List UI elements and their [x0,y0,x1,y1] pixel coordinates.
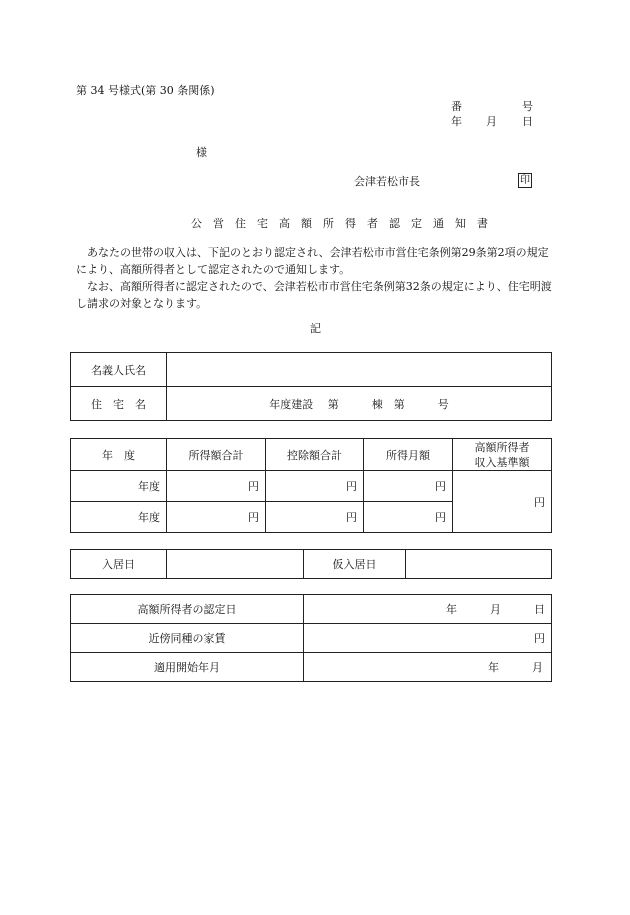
header-income-standard [453,439,552,471]
start-month-label: 適用開始年月 [71,653,304,682]
document-title: 公営住宅高額所得者認定通知書 [191,217,499,230]
date-month-label: 月 [486,115,497,128]
house-field[interactable]: 年度建設 第 棟 第 号 [167,387,552,421]
certification-date-field[interactable]: 年 月 日 [304,595,552,624]
table-header-row [71,439,552,471]
name-field[interactable] [167,353,552,387]
table-row [71,595,552,624]
temp-move-in-field[interactable] [406,550,552,579]
date-day-label: 日 [522,115,533,128]
header-income-standard-line2: 収入基準額 [474,455,530,469]
name-label: 名義人氏名 [71,353,167,387]
move-in-table [70,549,552,579]
number-suffix: 号 [522,100,533,113]
move-in-label: 入居日 [71,550,167,579]
form-number: 第 34 号様式(第 30 条関係) [76,84,215,97]
standard-cell[interactable]: 円 [453,471,552,533]
header-deduction-total: 控除額合計 [266,439,364,471]
deduction-cell[interactable]: 円 [266,471,364,502]
year-cell[interactable]: 年度 [71,502,167,533]
seal-mark [518,173,532,188]
table-row [71,353,552,387]
header-income-standard-line1: 高額所得者 [474,440,530,454]
monthly-cell[interactable]: 円 [364,502,453,533]
tenant-table [70,352,552,421]
start-month-field[interactable]: 年 月 [304,653,552,682]
temp-move-in-label: 仮入居日 [304,550,406,579]
income-cell[interactable]: 円 [167,502,266,533]
header-year: 年 度 [71,439,167,471]
body-paragraph-2: なお、高額所得者に認定されたので、会津若松市市営住宅条例第32条の規定により、住宅明渡し請求の対象となります。 [76,280,552,310]
house-label: 住 宅 名 [71,387,167,421]
certification-table [70,594,552,682]
header-income-total: 所得額合計 [167,439,266,471]
seal-label: 印 [520,175,530,186]
table-row [71,387,552,421]
nearby-rent-field[interactable]: 円 [304,624,552,653]
body-paragraph-1: あなたの世帯の収入は、下記のとおり認定され、会津若松市市営住宅条例第29条第2項の規定により、高額所得者として認定されたので通知します。 [76,246,549,276]
move-in-field[interactable] [167,550,304,579]
income-table [70,438,552,533]
ki-heading: 記 [310,322,321,335]
deduction-cell[interactable]: 円 [266,502,364,533]
recipient-honorific: 様 [196,146,207,159]
table-row [71,624,552,653]
year-cell[interactable]: 年度 [71,471,167,502]
table-row [71,471,552,502]
header-monthly-income: 所得月額 [364,439,453,471]
income-cell[interactable]: 円 [167,471,266,502]
nearby-rent-label: 近傍同種の家賃 [71,624,304,653]
monthly-cell[interactable]: 円 [364,471,453,502]
table-row [71,653,552,682]
date-year-label: 年 [451,115,462,128]
certification-date-label: 高額所得者の認定日 [71,595,304,624]
table-row [71,550,552,579]
issuer-name: 会津若松市長 [354,175,420,188]
number-label: 番 [451,100,462,113]
